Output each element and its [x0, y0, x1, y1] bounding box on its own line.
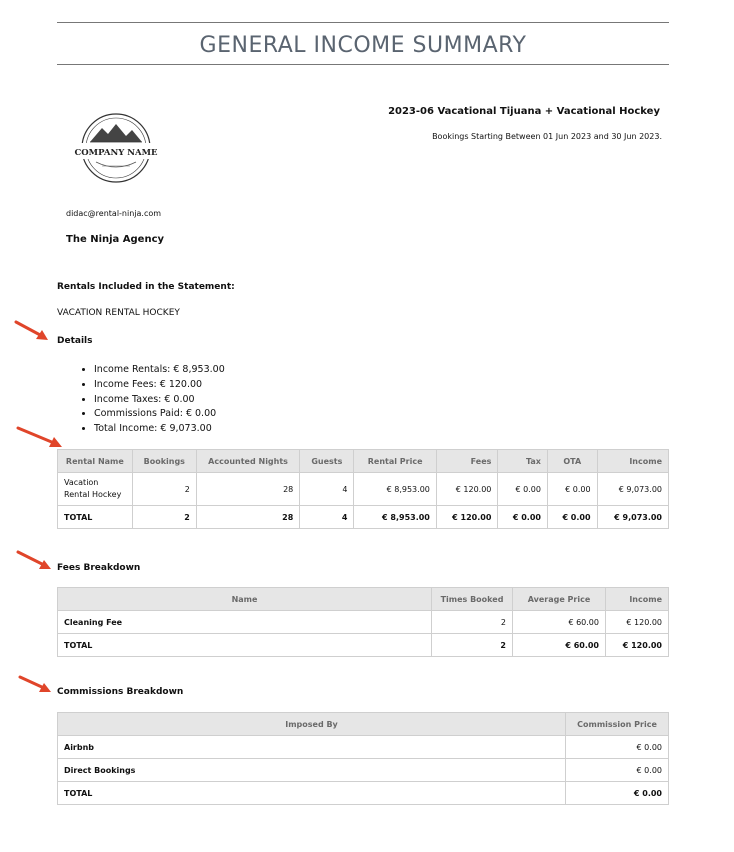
table-total-row: [58, 782, 669, 805]
commissions-heading: Commissions Breakdown: [57, 687, 184, 697]
table-total-row: [58, 634, 669, 657]
rentals-list: VACATION RENTAL HOCKEY: [57, 308, 180, 318]
cell: TOTAL: [58, 634, 432, 657]
annotation-arrow-icon: [16, 673, 56, 699]
cell: € 120.00: [606, 634, 669, 657]
cell: Direct Bookings: [58, 759, 566, 782]
cell: 4: [300, 506, 354, 529]
cell: TOTAL: [58, 506, 133, 529]
cell: € 0.00: [498, 506, 548, 529]
details-item: • Income Fees: € 120.00: [94, 378, 225, 393]
commissions-table: [57, 712, 669, 805]
cell: 4: [300, 473, 354, 506]
agency-email: didac@rental-ninja.com: [66, 209, 162, 218]
cell: € 0.00: [566, 782, 669, 805]
table-total-row: [58, 506, 669, 529]
cell: 2: [432, 634, 513, 657]
page-title: GENERAL INCOME SUMMARY: [199, 33, 527, 58]
details-heading: Details: [57, 336, 93, 346]
commissions-table-header: [58, 713, 669, 736]
cell: TOTAL: [58, 782, 566, 805]
cell: 2: [132, 506, 196, 529]
col-header: Times Booked: [432, 588, 513, 611]
cell: € 0.00: [498, 473, 548, 506]
col-header: Bookings: [132, 450, 196, 473]
income-table-header: [58, 450, 669, 473]
annotation-arrow-icon: [12, 318, 52, 344]
cell: € 8,953.00: [354, 473, 436, 506]
cell: Vacation Rental Hockey: [58, 473, 133, 506]
col-header: Income: [597, 450, 668, 473]
col-header: Imposed By: [58, 713, 566, 736]
cell: € 0.00: [566, 736, 669, 759]
table-row: [58, 736, 669, 759]
logo-text: COMPANY NAME: [74, 148, 158, 158]
cell: € 60.00: [513, 611, 606, 634]
cell: € 0.00: [547, 473, 597, 506]
col-header: Tax: [498, 450, 548, 473]
annotation-arrow-icon: [14, 424, 66, 452]
title-bottom-rule: [57, 64, 669, 65]
cell: Airbnb: [58, 736, 566, 759]
details-item: • Total Income: € 9,073.00: [94, 422, 225, 437]
cell: € 60.00: [513, 634, 606, 657]
cell: 28: [196, 473, 299, 506]
table-row: [58, 473, 669, 506]
fees-table: [57, 587, 669, 657]
statement-title: 2023-06 Vacational Tijuana + Vacational Hockey: [388, 106, 660, 117]
col-header: Accounted Nights: [196, 450, 299, 473]
table-row: [58, 611, 669, 634]
col-header: Guests: [300, 450, 354, 473]
cell: € 120.00: [436, 506, 498, 529]
cell: € 9,073.00: [597, 473, 668, 506]
fees-table-header: [58, 588, 669, 611]
cell: 28: [196, 506, 299, 529]
cell: Cleaning Fee: [58, 611, 432, 634]
cell: € 120.00: [606, 611, 669, 634]
fees-heading: Fees Breakdown: [57, 563, 141, 573]
cell: € 120.00: [436, 473, 498, 506]
details-item: • Income Rentals: € 8,953.00: [94, 363, 225, 378]
cell: € 0.00: [566, 759, 669, 782]
col-header: Average Price: [513, 588, 606, 611]
details-item: • Income Taxes: € 0.00: [94, 393, 225, 408]
details-list: [80, 363, 225, 437]
details-item: • Commissions Paid: € 0.00: [94, 407, 225, 422]
col-header: Commission Price: [566, 713, 669, 736]
col-header: Rental Price: [354, 450, 436, 473]
cell: € 0.00: [547, 506, 597, 529]
col-header: Name: [58, 588, 432, 611]
statement-date-range: Bookings Starting Between 01 Jun 2023 and 30 Jun 2023.: [432, 132, 662, 141]
col-header: OTA: [547, 450, 597, 473]
cell: € 9,073.00: [597, 506, 668, 529]
col-header: Income: [606, 588, 669, 611]
income-table: [57, 449, 669, 529]
table-row: [58, 759, 669, 782]
col-header: Fees: [436, 450, 498, 473]
top-rule: [57, 22, 669, 23]
rentals-heading: Rentals Included in the Statement:: [57, 282, 235, 292]
col-header: Rental Name: [58, 450, 133, 473]
agency-name: The Ninja Agency: [66, 234, 165, 245]
annotation-arrow-icon: [14, 548, 54, 574]
cell: 2: [132, 473, 196, 506]
cell: € 8,953.00: [354, 506, 436, 529]
cell: 2: [432, 611, 513, 634]
company-logo: [72, 110, 160, 186]
